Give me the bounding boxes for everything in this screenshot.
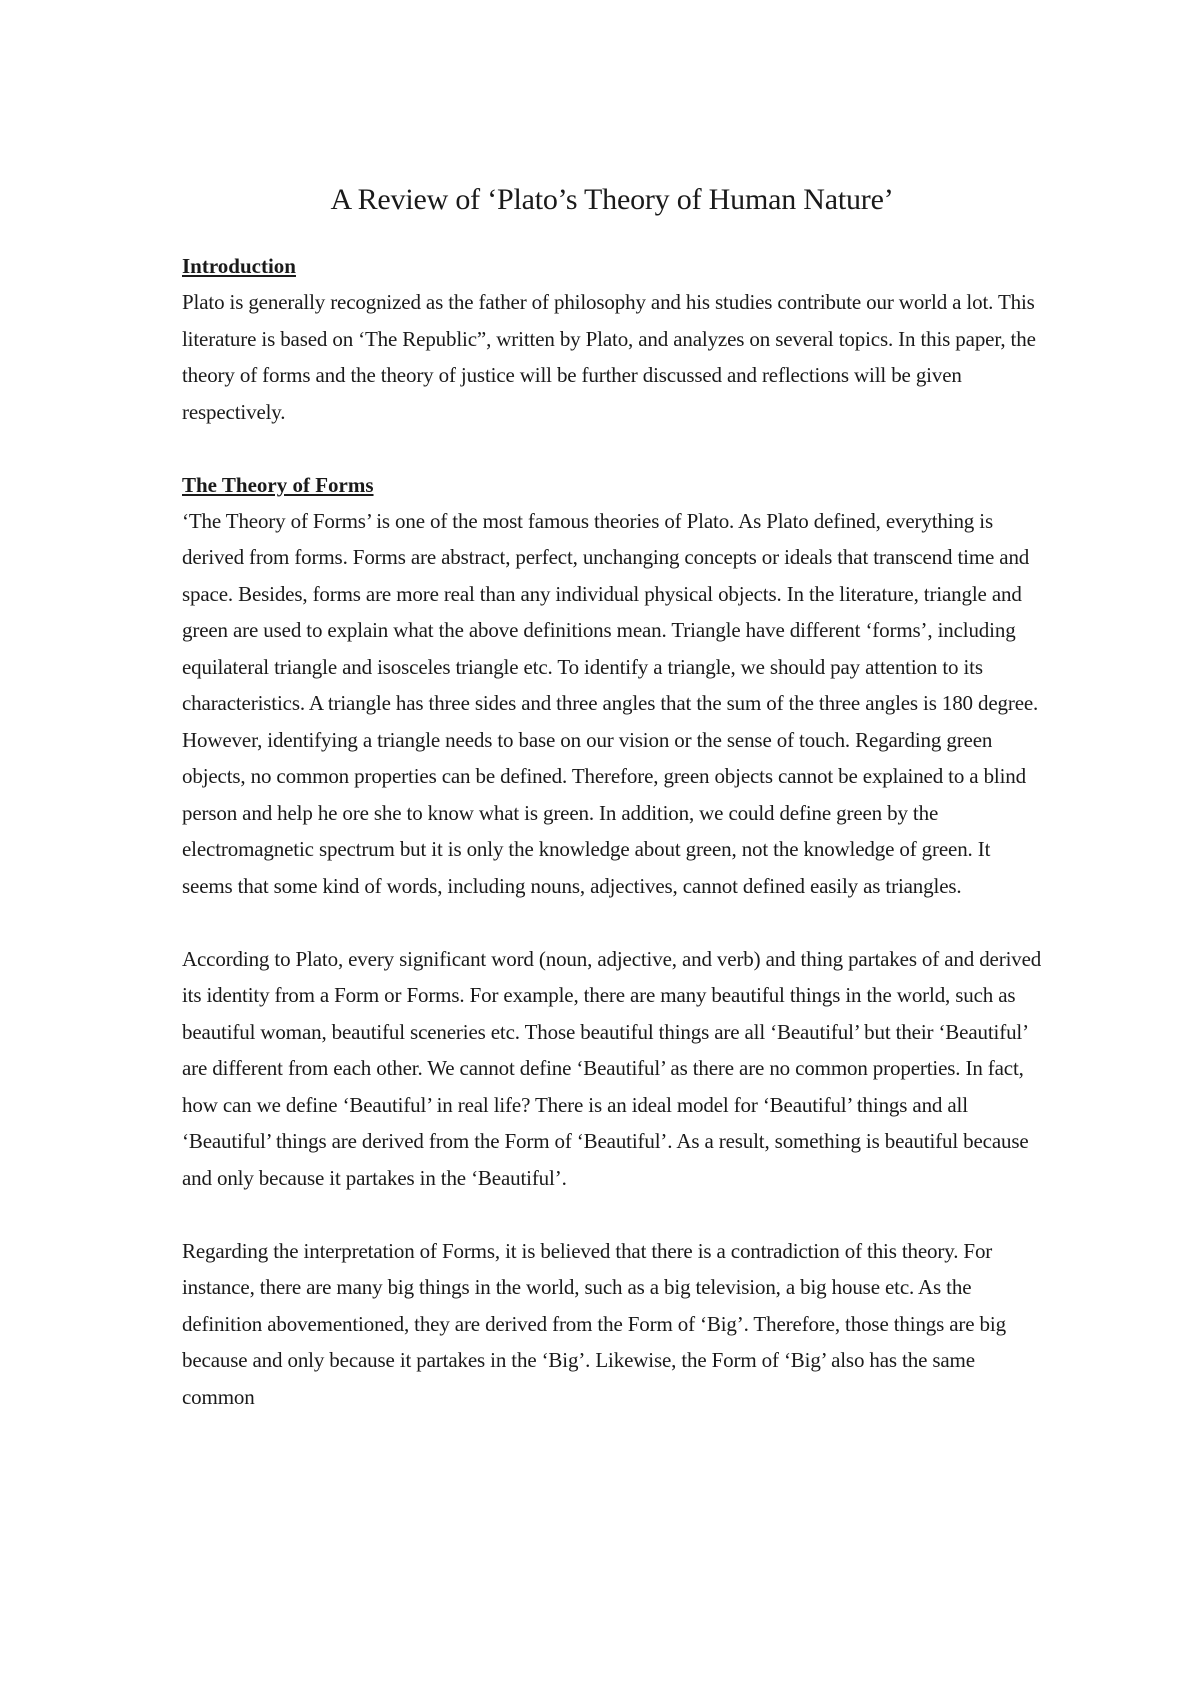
paragraph-spacer <box>182 430 1042 467</box>
forms-paragraph-2: According to Plato, every significant word (noun, adjective, and verb) and thing partakes of and derived its identity from a Form or Forms. For example, there are many beautiful things in the world, such as beautiful woman, beautiful sceneries etc. Those beautiful things are all ‘Beautiful’ but their ‘Beautiful’ are different from each other. We cannot define ‘Beautiful’ as there are no common properties. In fact, how can we define ‘Beautiful’ in real life? There is an ideal model for ‘Beautiful’ things and all ‘Beautiful’ things are derived from the Form of ‘Beautiful’. As a result, something is beautiful because and only because it partakes in the ‘Beautiful’. <box>182 946 1042 1190</box>
intro-paragraph: Plato is generally recognized as the father of philosophy and his studies contribute our world a lot. This literature is based on ‘The Republic”, written by Plato, and analyzes on several topics. In this paper, the theory of forms and the theory of justice will be further discussed and reflections will be given respectively. <box>182 290 1036 424</box>
document-body <box>182 178 1042 1415</box>
document-title: A Review of ‘Plato’s Theory of Human Nature’ <box>330 183 894 216</box>
section-introduction <box>182 248 1042 430</box>
section-theory-of-forms <box>182 467 1042 1416</box>
section-heading-theory-of-forms: The Theory of Forms <box>182 472 374 497</box>
forms-paragraph-1: ‘The Theory of Forms’ is one of the most famous theories of Plato. As Plato defined, everything is derived from forms. Forms are abstract, perfect, unchanging concepts or ideals that transcend time and space. Besides, forms are more real than any individual physical objects. In the literature, triangle and green are used to explain what the above definitions mean. Triangle have different ‘forms’, including equilateral triangle and isosceles triangle etc. To identify a triangle, we should pay attention to its characteristics. A triangle has three sides and three angles that the sum of the three angles is 180 degree. However, identifying a triangle needs to base on our vision or the sense of touch. Regarding green objects, no common properties can be defined. Therefore, green objects cannot be explained to a blind person and help he ore she to know what is green. In addition, we could define green by the electromagnetic spectrum but it is only the knowledge about green, not the knowledge of green. It seems that some kind of words, including nouns, adjectives, cannot defined easily as triangles. <box>182 508 1039 898</box>
paragraph-spacer <box>182 1196 1042 1233</box>
forms-paragraph-3: Regarding the interpretation of Forms, it is believed that there is a contradiction of this theory. For instance, there are many big things in the world, such as a big television, a big house etc. As the definition abovementioned, they are derived from the Form of ‘Big’. Therefore, those things are big because and only because it partakes in the ‘Big’. Likewise, the Form of ‘Big’ also has the same common <box>182 1238 1006 1409</box>
paragraph-spacer <box>182 904 1042 941</box>
section-heading-introduction: Introduction <box>182 254 296 278</box>
